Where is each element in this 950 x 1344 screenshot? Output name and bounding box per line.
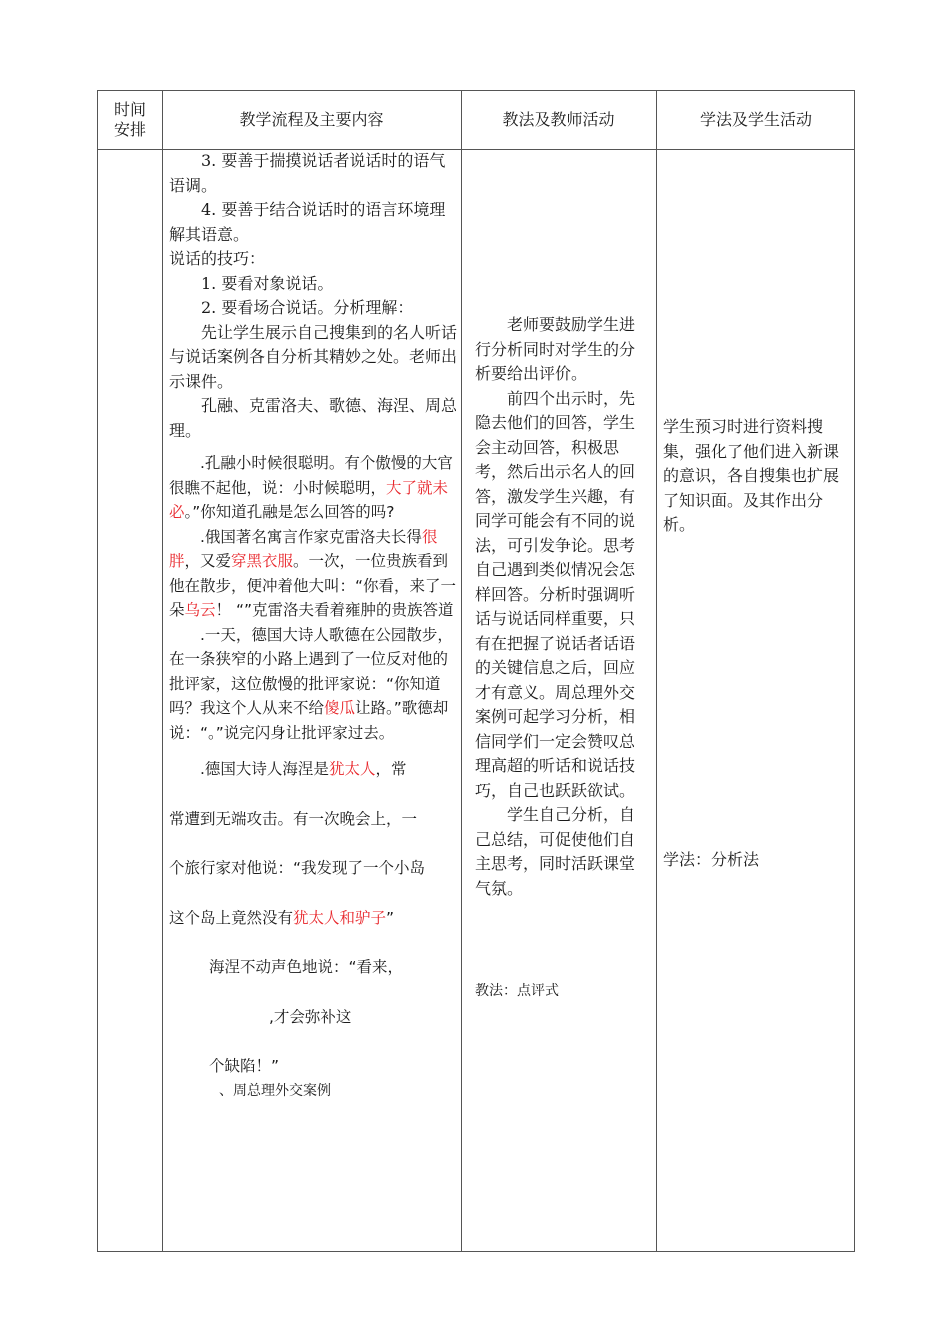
story-heine-line: 个缺陷！” [209, 1057, 280, 1075]
story-goethe [169, 623, 457, 746]
column-divider [162, 91, 163, 1251]
story-krylov [169, 525, 457, 623]
content-line: 4. 要善于结合说话时的语言环境理解其语意。 [169, 200, 446, 244]
content-line: 说话的技巧： [169, 249, 266, 268]
story-heine-line: 常遭到无端攻击。有一次晚会上，一 [169, 809, 418, 828]
header-student: 学法及学生活动 [699, 110, 812, 129]
content-cell [169, 149, 457, 1103]
story-text: .孔融小时候很聪明。有个傲慢的大官很瞧不起他，说：小时候聪明， [169, 454, 453, 497]
story-text: 。”你知道孔融是怎么回答的吗? [184, 503, 395, 521]
content-line: 先让学生展示自己搜集到的名人听话与说话案例各自分析其精妙之处。老师出示课件。 [169, 322, 458, 391]
story-highlight: 大了就未必 [169, 478, 449, 521]
story-text: 这个岛上竟然没有 [169, 908, 294, 927]
story-heine-line [169, 906, 457, 931]
column-divider [656, 91, 657, 1251]
content-line: 、周总理外交案例 [219, 1082, 331, 1099]
story-highlight: 犹太人 [328, 760, 376, 778]
header-content: 教学流程及主要内容 [239, 110, 384, 129]
story-text: ！ “”克雷洛夫看着雍肿的贵族答道 [215, 601, 454, 619]
header-time-label: 时间安排 [113, 100, 146, 139]
story-text: ” [386, 908, 395, 927]
content-line: 孔融、克雷洛夫、歌德、海涅、周总理。 [169, 396, 458, 440]
header-time [98, 91, 162, 149]
teacher-paragraph: 老师要鼓励学生进行分析同时对学生的分析要给出评价。 [475, 315, 636, 383]
story-heine-line: 个旅行家对他说：“我发现了一个小岛 [169, 859, 426, 877]
content-line: 2. 要看场合说话。分析理解： [201, 298, 414, 317]
story-highlight: 乌云 [184, 601, 216, 619]
story-kongrong [169, 451, 457, 525]
teacher-paragraph: 学生自己分析，自己总结，可促使他们自主思考，同时活跃课堂气氛。 [475, 805, 636, 898]
story-highlight: 犹太人和驴子 [293, 908, 387, 927]
header-teacher: 教法及教师活动 [502, 110, 615, 129]
student-cell [663, 415, 841, 872]
teacher-cell [475, 313, 650, 1004]
student-method: 学法：分析法 [663, 849, 760, 869]
story-highlight: 傻瓜 [324, 699, 356, 717]
story-text: 。一次，一位贵族看到他在散步，便冲着他大叫：“你看，来了一朵 [169, 552, 457, 619]
teacher-method: 教法：点评式 [475, 983, 559, 999]
story-text: ，常 [375, 760, 407, 778]
story-text: .俄国著名寓言作家克雷洛夫长得 [200, 527, 422, 546]
story-text: 让路。”歌德却说：“。”说完闪身让批评家过去。 [169, 699, 449, 742]
content-line: 3. 要善于揣摸说话者说话时的语气语调。 [169, 151, 446, 195]
story-heine-line: 海涅不动声色地说：“看来， [209, 958, 404, 976]
story-text: ，又爱 [184, 552, 232, 570]
story-highlight: 穿黑衣服 [231, 552, 294, 570]
story-highlight: 很胖 [169, 527, 438, 570]
column-divider [461, 91, 462, 1251]
story-text: .一天，德国大诗人歌德在公园散步，在一条狭窄的小路上遇到了一位反对他的批评家，这位傲慢的批评家说：“你知道吗？我这个人从来不给 [169, 625, 453, 717]
student-paragraph: 学生预习时进行资料搜集，强化了他们进入新课的意识，各自搜集也扩展了知识面。及其作出分析。 [663, 417, 840, 534]
story-text: .德国大诗人海涅是 [200, 760, 329, 778]
teacher-paragraph: 前四个出示时，先隐去他们的回答，学生会主动回答，积极思考，然后出示名人的回答，激发学生兴趣，有同学可能会有不同的说法，可引发争论。思考自己遇到类似情况会怎样回答。分析时强调听话与说话同样重要，只有在把握了说话者话语的关键信息之后，回应才有意义。周总理外交案例可起学习分析，相信同学们一定会赞叹总理高超的听话和说话技巧，自己也跃跃欲试。 [475, 388, 636, 800]
story-heine-line: ,才会弥补这 [269, 1007, 352, 1026]
story-heine [169, 757, 457, 782]
content-line: 1. 要看对象说话。 [201, 273, 334, 293]
lesson-plan-table [97, 90, 855, 1252]
